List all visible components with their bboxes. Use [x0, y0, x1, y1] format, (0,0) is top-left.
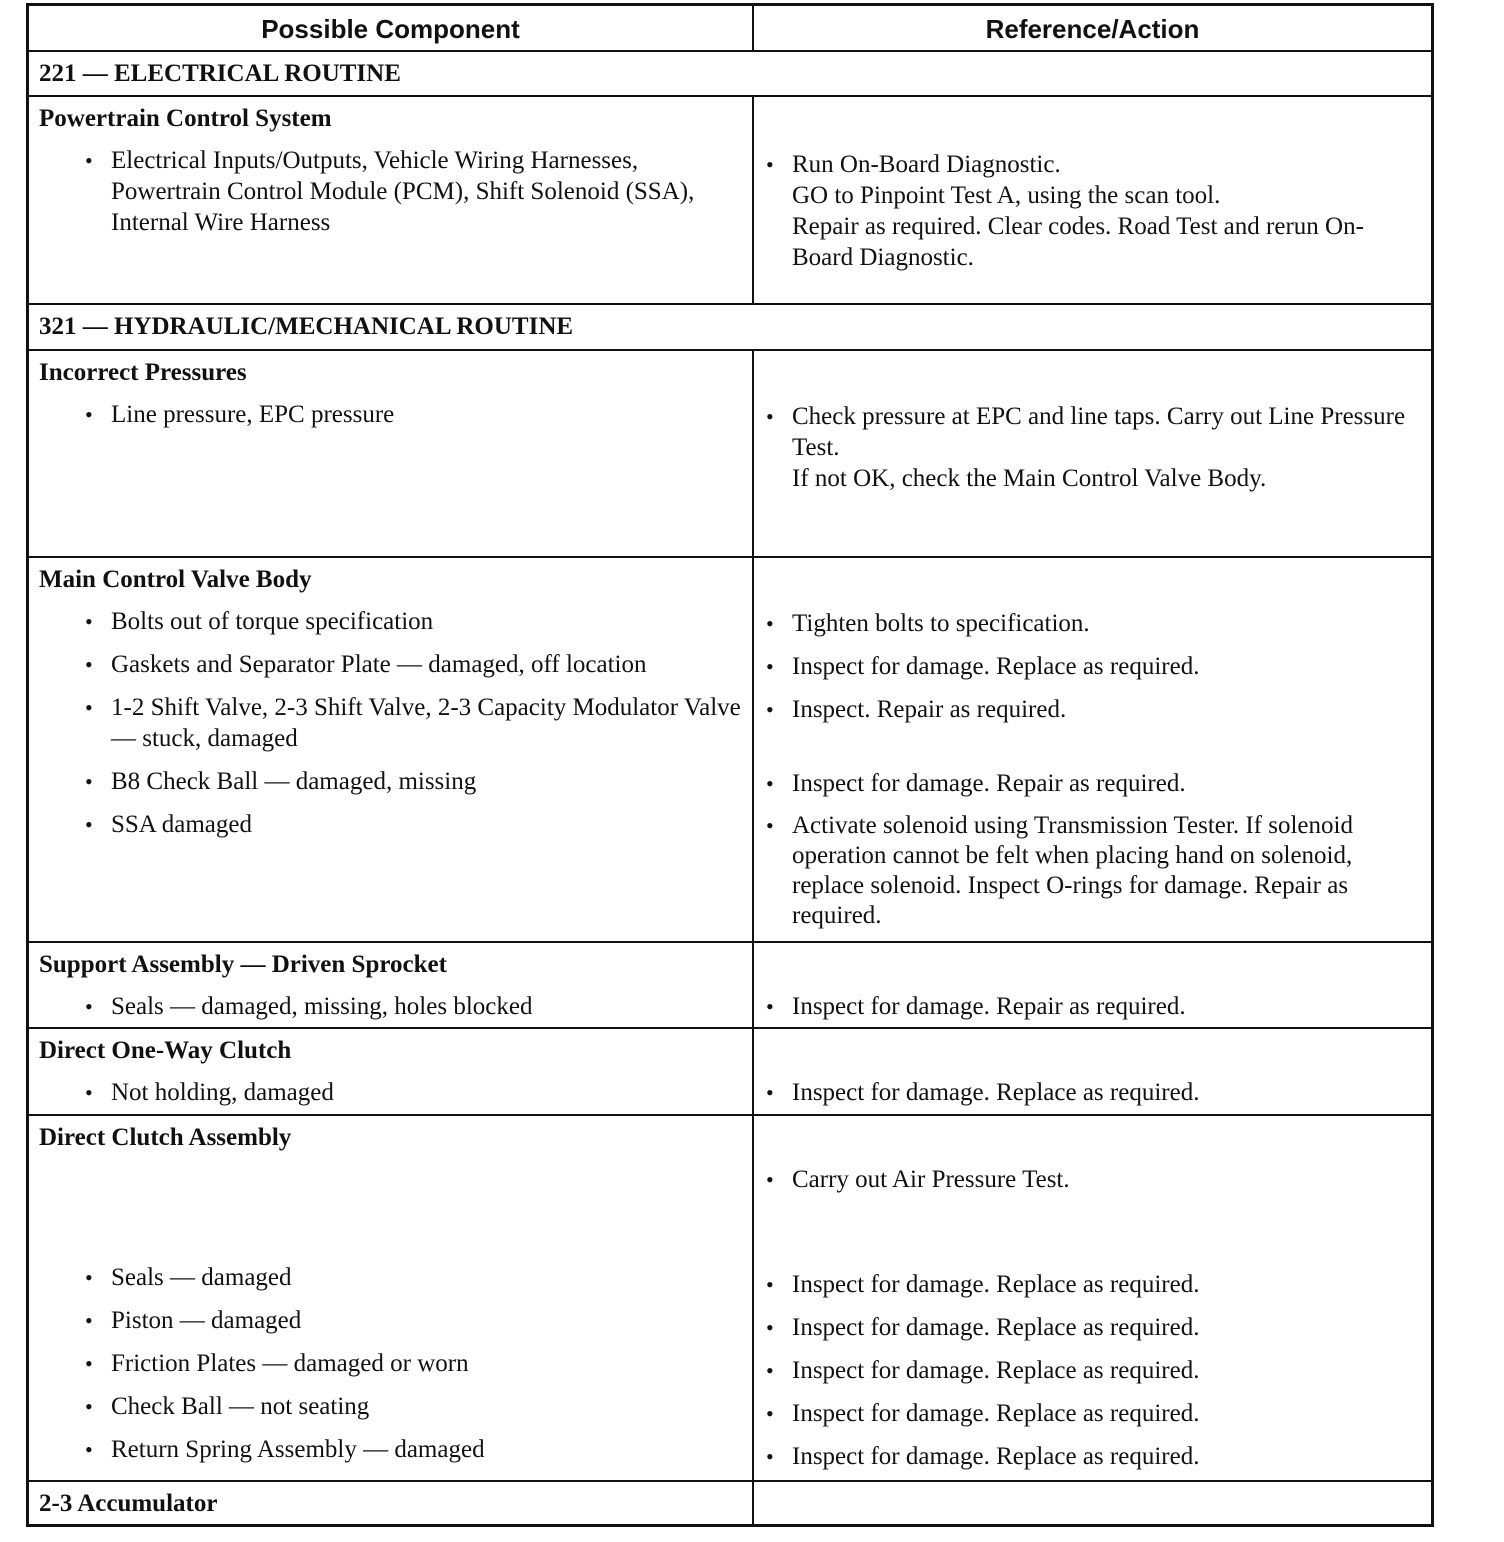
- diagnostic-table: [26, 3, 1434, 1527]
- component-cell: [29, 1482, 754, 1524]
- action-bullet: • Inspect for damage. Replace as required.: [766, 1443, 1200, 1470]
- component-title: Powertrain Control System: [39, 105, 332, 132]
- bullet-icon: •: [766, 697, 774, 722]
- bullet-icon: •: [85, 695, 93, 720]
- action-bullet: • Inspect for damage. Replace as required.: [766, 1400, 1200, 1427]
- header-possible-component: Possible Component: [29, 6, 754, 50]
- header-reference-action: Reference/Action: [985, 14, 1200, 44]
- bullet-icon: •: [766, 1358, 774, 1383]
- bullet-icon: •: [766, 813, 774, 838]
- action-bullet: • Inspect for damage. Replace as required.: [766, 1079, 1200, 1106]
- component-bullet: • Line pressure, EPC pressure: [85, 401, 395, 428]
- action-bullet: • Check pressure at EPC and line taps. Carry out Line Pressure Test. If not OK, check the Main Control Valve Body.: [766, 403, 1406, 492]
- action-cell: [754, 943, 1431, 1027]
- bullet-icon: •: [766, 404, 774, 429]
- bullet-icon: •: [85, 994, 93, 1019]
- component-cell: [29, 1116, 754, 1480]
- row-2-3-accumulator: [29, 1480, 1431, 1524]
- action-bullet: • Inspect for damage. Replace as required.: [766, 1357, 1200, 1384]
- component-title: 2-3 Accumulator: [39, 1490, 218, 1517]
- row-main-control-valve-body: [29, 556, 1431, 941]
- section-row-221: [29, 50, 1431, 95]
- bullet-icon: •: [766, 611, 774, 636]
- action-bullet: • Inspect for damage. Replace as required.: [766, 653, 1200, 680]
- bullet-icon: •: [85, 148, 93, 173]
- component-bullet: • Bolts out of torque specification: [85, 608, 434, 635]
- component-bullet: • Electrical Inputs/Outputs, Vehicle Wiring Harnesses, Powertrain Control Module (PCM), Shift Solenoid (SSA), Internal Wire Harness: [85, 147, 695, 236]
- bullet-icon: •: [85, 1394, 93, 1419]
- bullet-icon: •: [766, 152, 774, 177]
- bullet-icon: •: [766, 1080, 774, 1105]
- bullet-icon: •: [85, 1308, 93, 1333]
- bullet-icon: •: [85, 609, 93, 634]
- component-bullet: • Friction Plates — damaged or worn: [85, 1350, 469, 1377]
- bullet-icon: •: [85, 812, 93, 837]
- component-cell: [29, 97, 754, 303]
- component-cell: [29, 943, 754, 1027]
- bullet-icon: •: [85, 769, 93, 794]
- action-cell: [754, 351, 1431, 556]
- action-bullet: • Activate solenoid using Transmission Tester. If solenoid operation cannot be felt when placing hand on solenoid, replace solenoid. Inspect O-rings for damage. Repair as required.: [766, 812, 1353, 929]
- component-bullet: • Check Ball — not seating: [85, 1393, 370, 1420]
- bullet-icon: •: [766, 771, 774, 796]
- component-bullet: • Not holding, damaged: [85, 1079, 334, 1106]
- component-title: Direct One-Way Clutch: [39, 1037, 292, 1064]
- component-title: Direct Clutch Assembly: [39, 1124, 292, 1151]
- component-title: Incorrect Pressures: [39, 359, 247, 386]
- bullet-icon: •: [85, 652, 93, 677]
- component-title: Support Assembly — Driven Sprocket: [39, 951, 447, 978]
- action-bullet: • Inspect for damage. Replace as required.: [766, 1314, 1200, 1341]
- bullet-icon: •: [85, 1437, 93, 1462]
- bullet-icon: •: [85, 402, 93, 427]
- bullet-icon: •: [766, 1272, 774, 1297]
- row-incorrect-pressures: [29, 349, 1431, 556]
- section-title-321: 321 — HYDRAULIC/MECHANICAL ROUTINE: [39, 313, 574, 340]
- bullet-icon: •: [766, 1401, 774, 1426]
- row-direct-one-way-clutch: [29, 1027, 1431, 1114]
- component-bullet: • Return Spring Assembly — damaged: [85, 1436, 485, 1463]
- bullet-icon: •: [85, 1080, 93, 1105]
- component-bullet: • Seals — damaged, missing, holes blocked: [85, 993, 533, 1020]
- bullet-icon: •: [766, 1444, 774, 1469]
- action-cell: [754, 97, 1431, 303]
- row-powertrain-control-system: [29, 95, 1431, 303]
- section-title-221: 221 — ELECTRICAL ROUTINE: [39, 60, 401, 87]
- bullet-icon: •: [85, 1265, 93, 1290]
- component-cell: [29, 558, 754, 941]
- action-bullet: • Inspect for damage. Repair as required.: [766, 993, 1186, 1020]
- component-bullet: • SSA damaged: [85, 811, 252, 838]
- bullet-icon: •: [766, 1315, 774, 1340]
- component-cell: [29, 1029, 754, 1114]
- action-cell: [754, 1482, 1431, 1524]
- bullet-icon: •: [766, 994, 774, 1019]
- row-direct-clutch-assembly: [29, 1114, 1431, 1480]
- action-bullet: • Inspect. Repair as required.: [766, 696, 1067, 723]
- bullet-icon: •: [766, 1167, 774, 1192]
- row-support-assembly: [29, 941, 1431, 1027]
- action-cell: [754, 1029, 1431, 1114]
- section-row-321: [29, 303, 1431, 349]
- action-cell: [754, 1116, 1431, 1480]
- bullet-icon: •: [85, 1351, 93, 1376]
- component-bullet: • Gaskets and Separator Plate — damaged, off location: [85, 651, 647, 678]
- component-bullet: • 1-2 Shift Valve, 2-3 Shift Valve, 2-3 Capacity Modulator Valve — stuck, damaged: [85, 694, 741, 752]
- action-bullet: • Run On-Board Diagnostic. GO to Pinpoint Test A, using the scan tool. Repair as required. Clear codes. Road Test and rerun On-Board Diagnostic.: [766, 151, 1364, 271]
- action-cell: [754, 558, 1431, 941]
- component-title: Main Control Valve Body: [39, 566, 312, 593]
- component-bullet: • B8 Check Ball — damaged, missing: [85, 768, 477, 795]
- action-bullet: • Inspect for damage. Replace as required.: [766, 1271, 1200, 1298]
- component-bullet: • Seals — damaged: [85, 1264, 292, 1291]
- action-bullet: • Carry out Air Pressure Test.: [766, 1166, 1070, 1193]
- component-bullet: • Piston — damaged: [85, 1307, 302, 1334]
- bullet-icon: •: [766, 654, 774, 679]
- header-row: [29, 6, 1431, 50]
- action-bullet: • Inspect for damage. Repair as required.: [766, 770, 1186, 797]
- component-cell: [29, 351, 754, 556]
- action-bullet: • Tighten bolts to specification.: [766, 610, 1090, 637]
